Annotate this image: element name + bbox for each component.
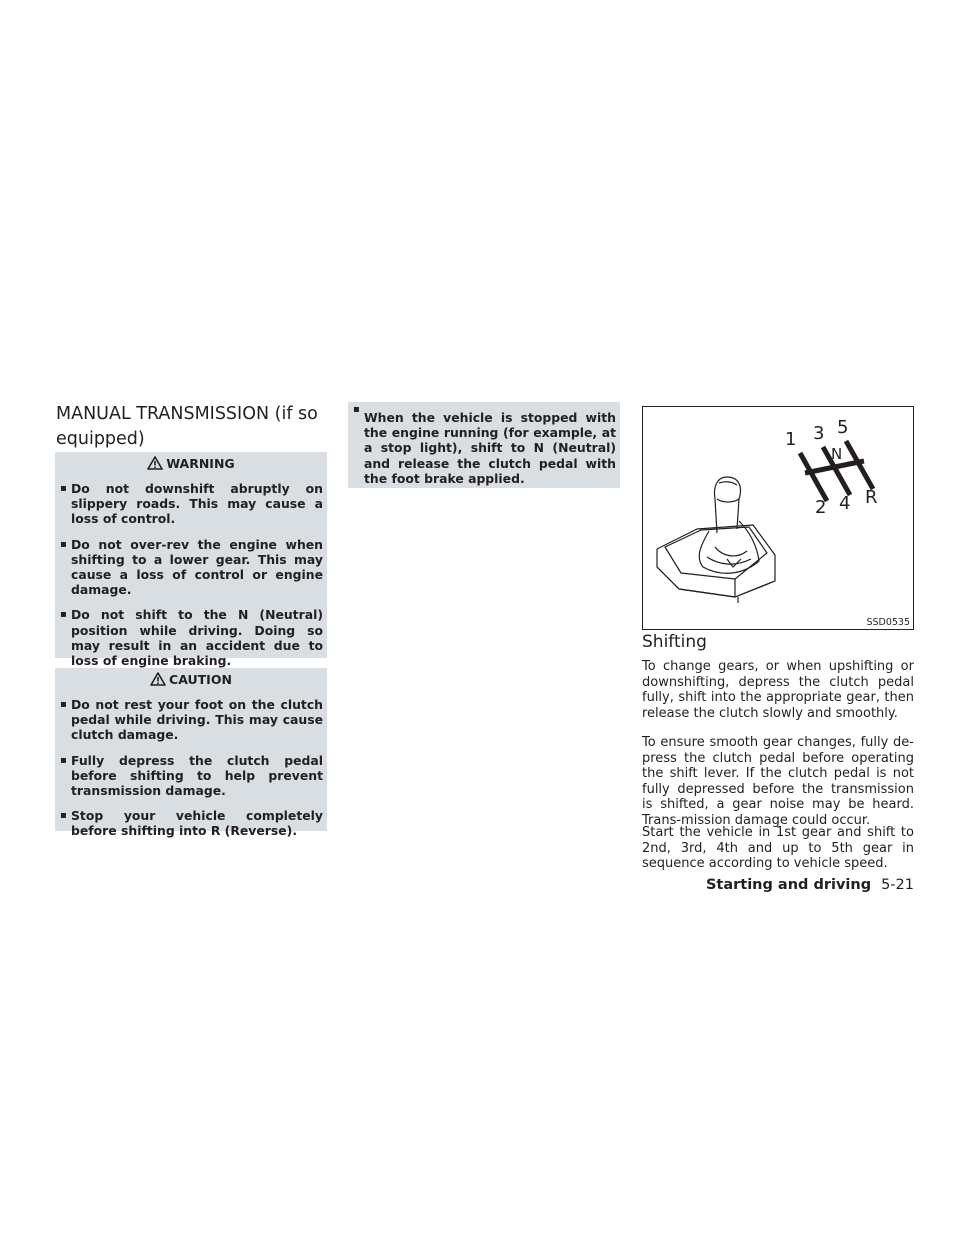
gear-label: R bbox=[865, 487, 878, 508]
gear-label: 1 bbox=[785, 429, 797, 450]
shift-pattern-illustration bbox=[642, 406, 914, 630]
caution-item: ▪ Fully depress the clutch pedal before shifting to help prevent transmission damage. bbox=[55, 753, 327, 799]
caution-item: ▪ Stop your vehicle completely before shifting into R (Reverse). bbox=[55, 808, 327, 838]
caution-panel-continued bbox=[348, 402, 620, 488]
gear-label: 2 bbox=[815, 497, 827, 518]
shifting-paragraph: To change gears, or when upshifting or downshifting, depress the clutch pedal fully, shift into the appropriate gear, then release the clutch slowly and smoothly. bbox=[642, 659, 914, 721]
gear-label: 4 bbox=[839, 493, 851, 514]
warning-item: ▪ Do not downshift abruptly on slippery roads. This may cause a loss of control. bbox=[55, 481, 327, 527]
section-title: MANUAL TRANSMISSION (if so equipped) bbox=[56, 404, 318, 449]
caution-item: ▪ When the vehicle is stopped with the engine running (for example, at a stop light), shift to N (Neutral) and release the clutch pedal with the foot brake applied. bbox=[348, 402, 620, 486]
warning-item: ▪ Do not over-rev the engine when shifting to a lower gear. This may cause a loss of control or engine damage. bbox=[55, 537, 327, 598]
gear-shift-diagram bbox=[643, 407, 913, 629]
illustration-code: SSD0535 bbox=[866, 617, 910, 628]
caution-heading: CAUTION bbox=[55, 668, 327, 690]
shifting-paragraph: Start the vehicle in 1st gear and shift to 2nd, 3rd, 4th and up to 5th gear in sequence according to vehicle speed. bbox=[642, 825, 914, 872]
gear-label: 3 bbox=[813, 423, 825, 444]
page-number: 5-21 bbox=[881, 877, 914, 893]
gear-label: 5 bbox=[837, 417, 849, 438]
warning-panel bbox=[55, 452, 327, 669]
page-footer bbox=[700, 877, 914, 893]
shifting-heading: Shifting bbox=[642, 632, 707, 652]
warning-item: ▪ Do not shift to the N (Neutral) position while driving. Doing so may result in an accident due to loss of engine braking. bbox=[55, 607, 327, 668]
caution-item: ▪ Do not rest your foot on the clutch pedal while driving. This may cause clutch damage. bbox=[55, 697, 327, 743]
chapter-name: Starting and driving bbox=[705, 877, 872, 893]
gear-label: N bbox=[831, 445, 843, 463]
caution-icon bbox=[150, 672, 166, 686]
shifting-paragraph: To ensure smooth gear changes, fully de-press the clutch pedal before operating the shift lever. If the clutch pedal is not fully depressed before the transmission is shifted, a gear noise may be heard. Trans-mission damage could occur. bbox=[642, 735, 914, 828]
warning-icon bbox=[147, 456, 163, 470]
warning-heading: WARNING bbox=[55, 452, 327, 474]
caution-panel bbox=[55, 668, 327, 839]
